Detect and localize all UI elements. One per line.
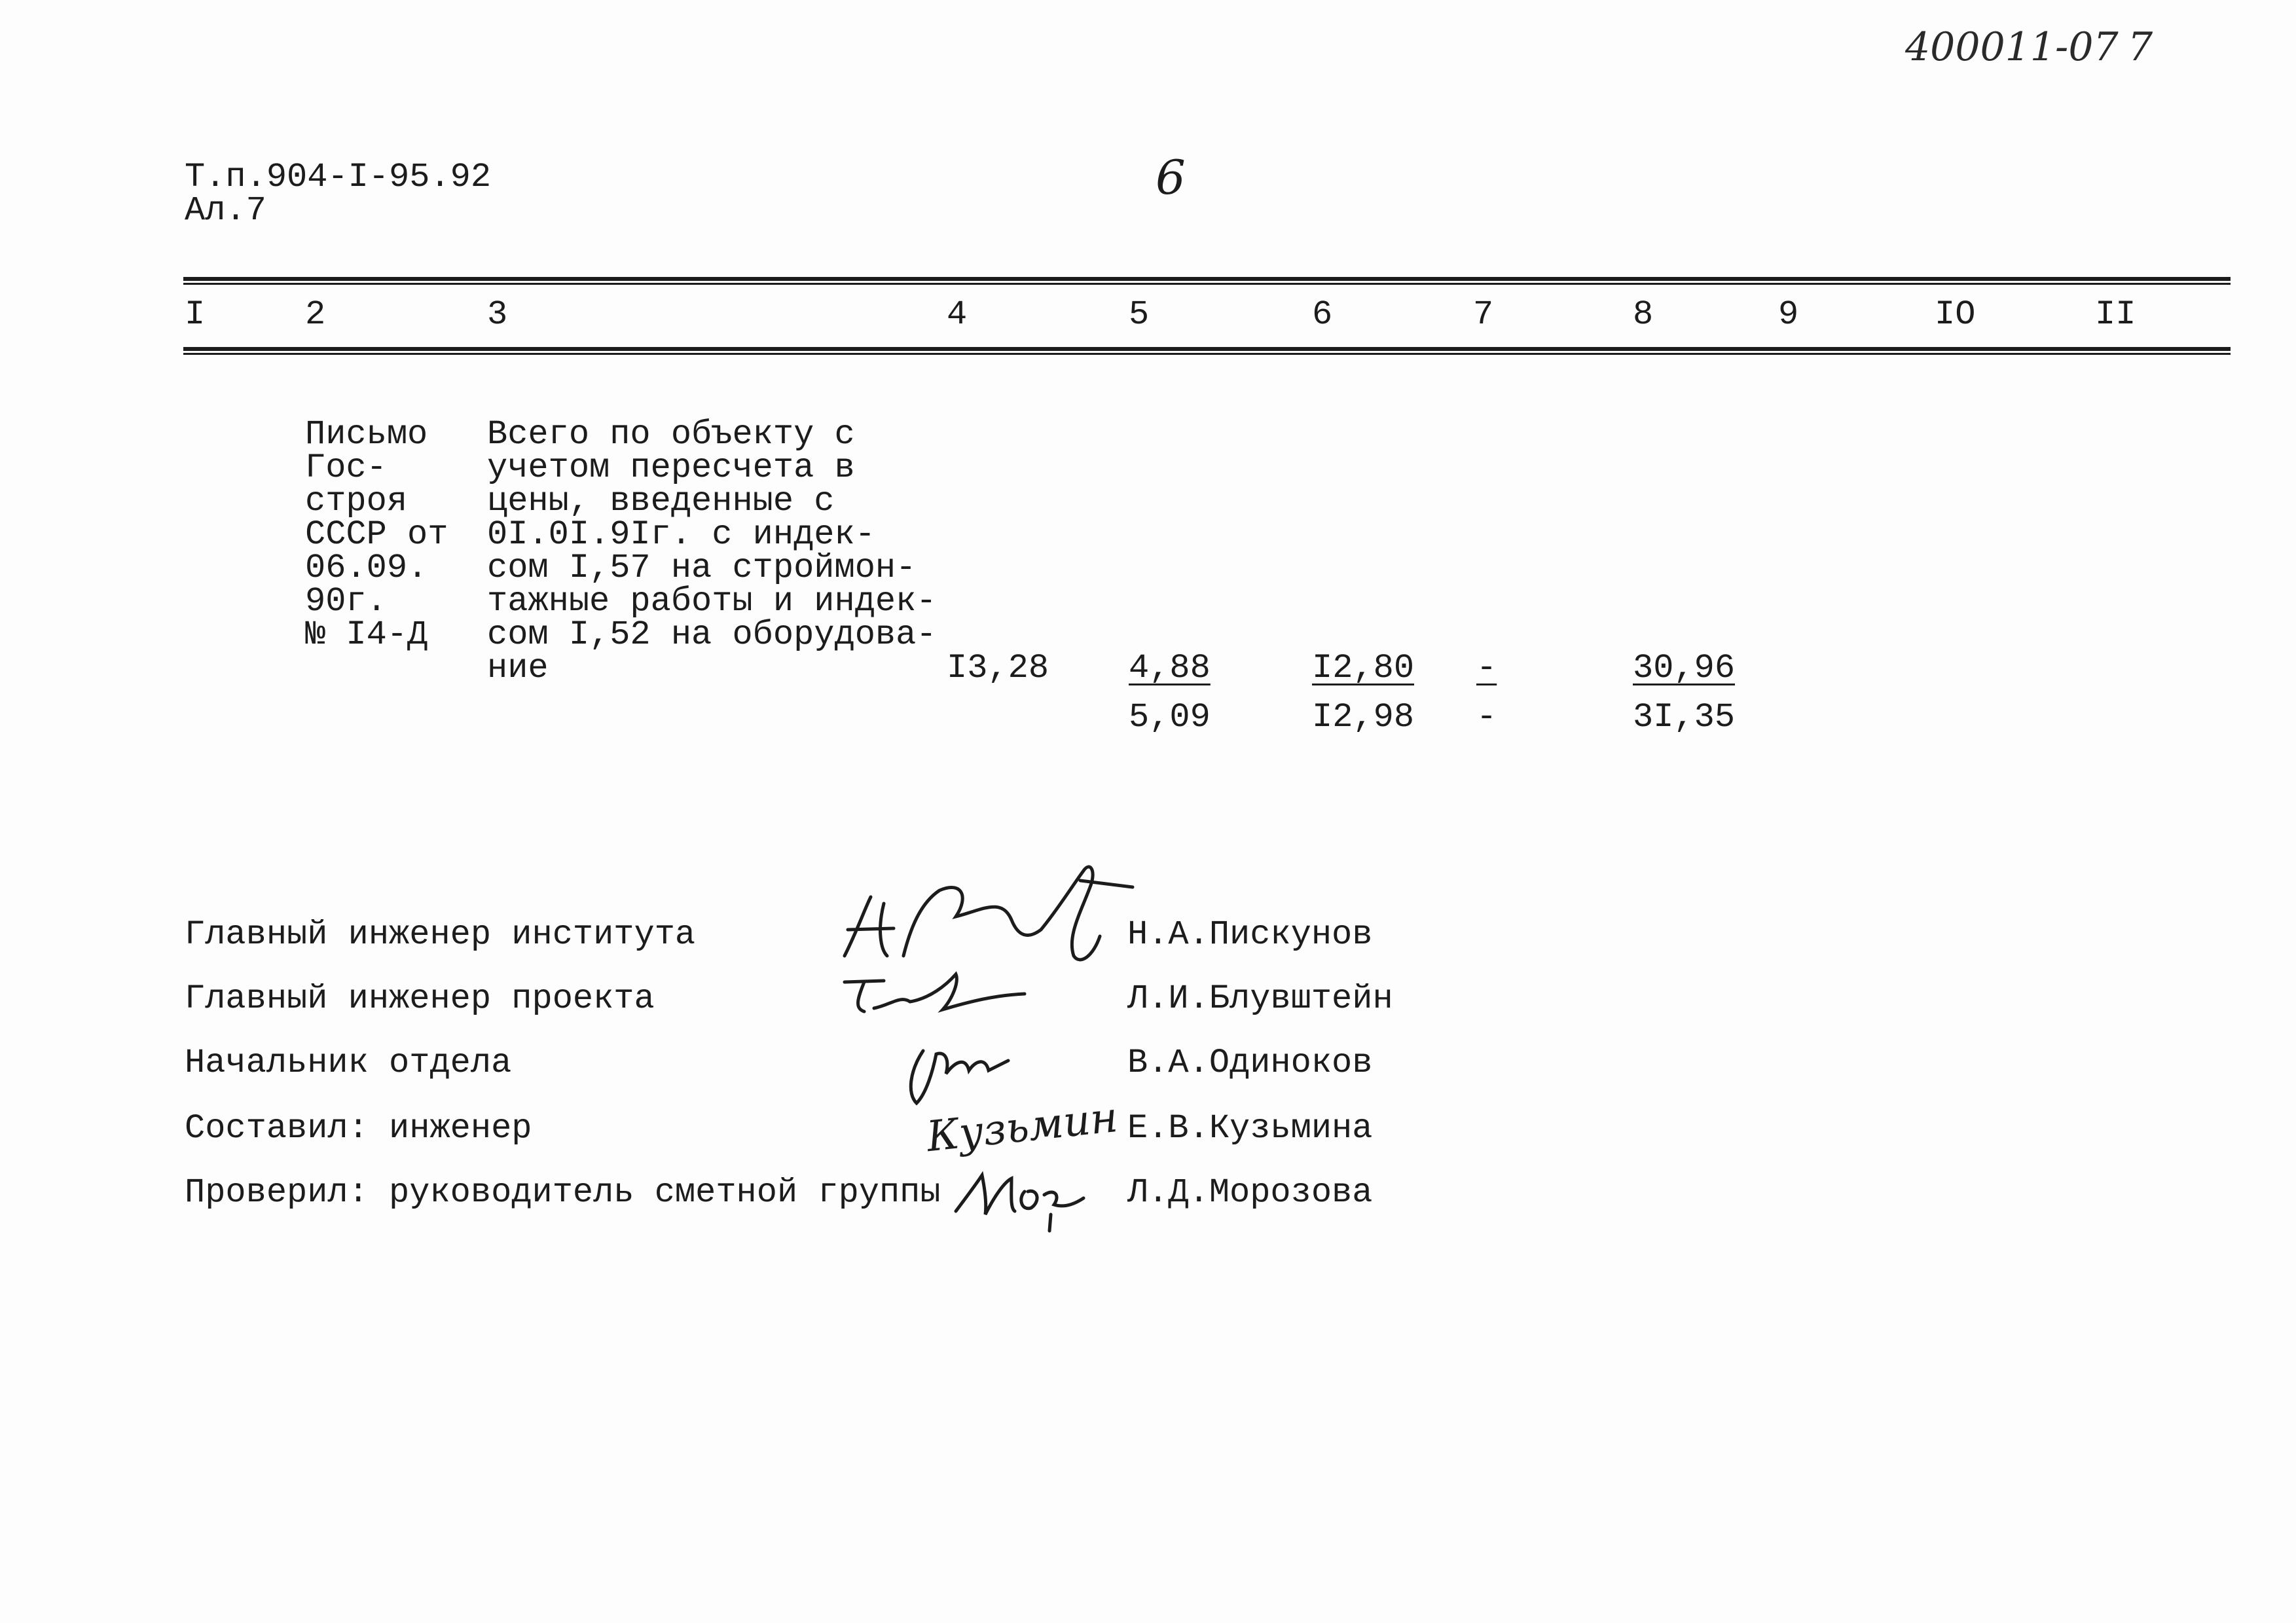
signature-name-3: В.А.Одиноков	[1127, 1044, 1373, 1082]
signature-name-4: Е.В.Кузьмина	[1127, 1109, 1373, 1148]
col7-value-bottom: -	[1476, 698, 1497, 737]
table-header-rule	[183, 347, 2231, 351]
col6-value-top: I2,80	[1312, 649, 1415, 687]
column-number-5: 5	[1129, 295, 1150, 334]
col4-value: I3,28	[947, 649, 1049, 687]
column-number-8: 8	[1633, 295, 1654, 334]
sheet-number: 7	[2128, 24, 2153, 70]
document-code: Т.п.904-I-95.92	[185, 158, 492, 196]
table-top-rule-2	[183, 283, 2231, 285]
column-number-3: 3	[487, 295, 508, 334]
signature-scribble-3	[897, 1031, 1015, 1110]
col8-value-top: 30,96	[1633, 649, 1736, 687]
signature-scribble-1	[831, 858, 1139, 976]
col7-value-top: -	[1476, 649, 1497, 687]
column-number-6: 6	[1312, 295, 1333, 334]
signature-scribble-5	[946, 1159, 1090, 1237]
column-number-1: I	[185, 295, 206, 334]
signature-role-3: Начальник отдела	[185, 1044, 512, 1082]
col5-value-bottom: 5,09	[1129, 698, 1211, 737]
description-cell: Всего по объекту с учетом пересчета в цены, введенные с 0I.0I.9Iг. с индек- сом I,57 на строймон- тажные работы и индек- сом I,52 на оборудова- ние	[487, 415, 937, 687]
album-number: Ал.7	[185, 191, 266, 230]
table-header-rule-2	[183, 353, 2231, 355]
col6-value-bottom: I2,98	[1312, 698, 1415, 737]
page-number: 6	[1156, 150, 1186, 205]
signature-scribble-2	[838, 969, 1034, 1021]
signature-role-2: Главный инженер проекта	[185, 979, 655, 1018]
signature-scribble-4: Кузьмин	[924, 1093, 1120, 1162]
column-number-10: IO	[1935, 295, 1976, 334]
column-number-11: II	[2095, 295, 2136, 334]
column-number-9: 9	[1778, 295, 1799, 334]
signature-name-1: Н.А.Пискунов	[1127, 915, 1373, 954]
basis-cell: Письмо Гос- строя СССР от 06.09. 90г. № I4-Д	[305, 415, 448, 654]
col8-value-bottom: 3I,35	[1633, 698, 1736, 737]
col5-value-top: 4,88	[1129, 649, 1211, 687]
column-number-4: 4	[947, 295, 968, 334]
signature-role-4: Составил: инженер	[185, 1109, 532, 1148]
column-number-7: 7	[1473, 295, 1494, 334]
archive-code: 400011-07	[1905, 24, 2119, 70]
signature-name-2: Л.И.Блувштейн	[1127, 979, 1393, 1018]
column-number-2: 2	[305, 295, 326, 334]
signature-role-1: Главный инженер института	[185, 915, 696, 954]
signature-name-5: Л.Д.Морозова	[1127, 1173, 1373, 1212]
signature-role-5: Проверил: руководитель сметной группы	[185, 1173, 941, 1212]
table-top-rule	[183, 277, 2231, 281]
